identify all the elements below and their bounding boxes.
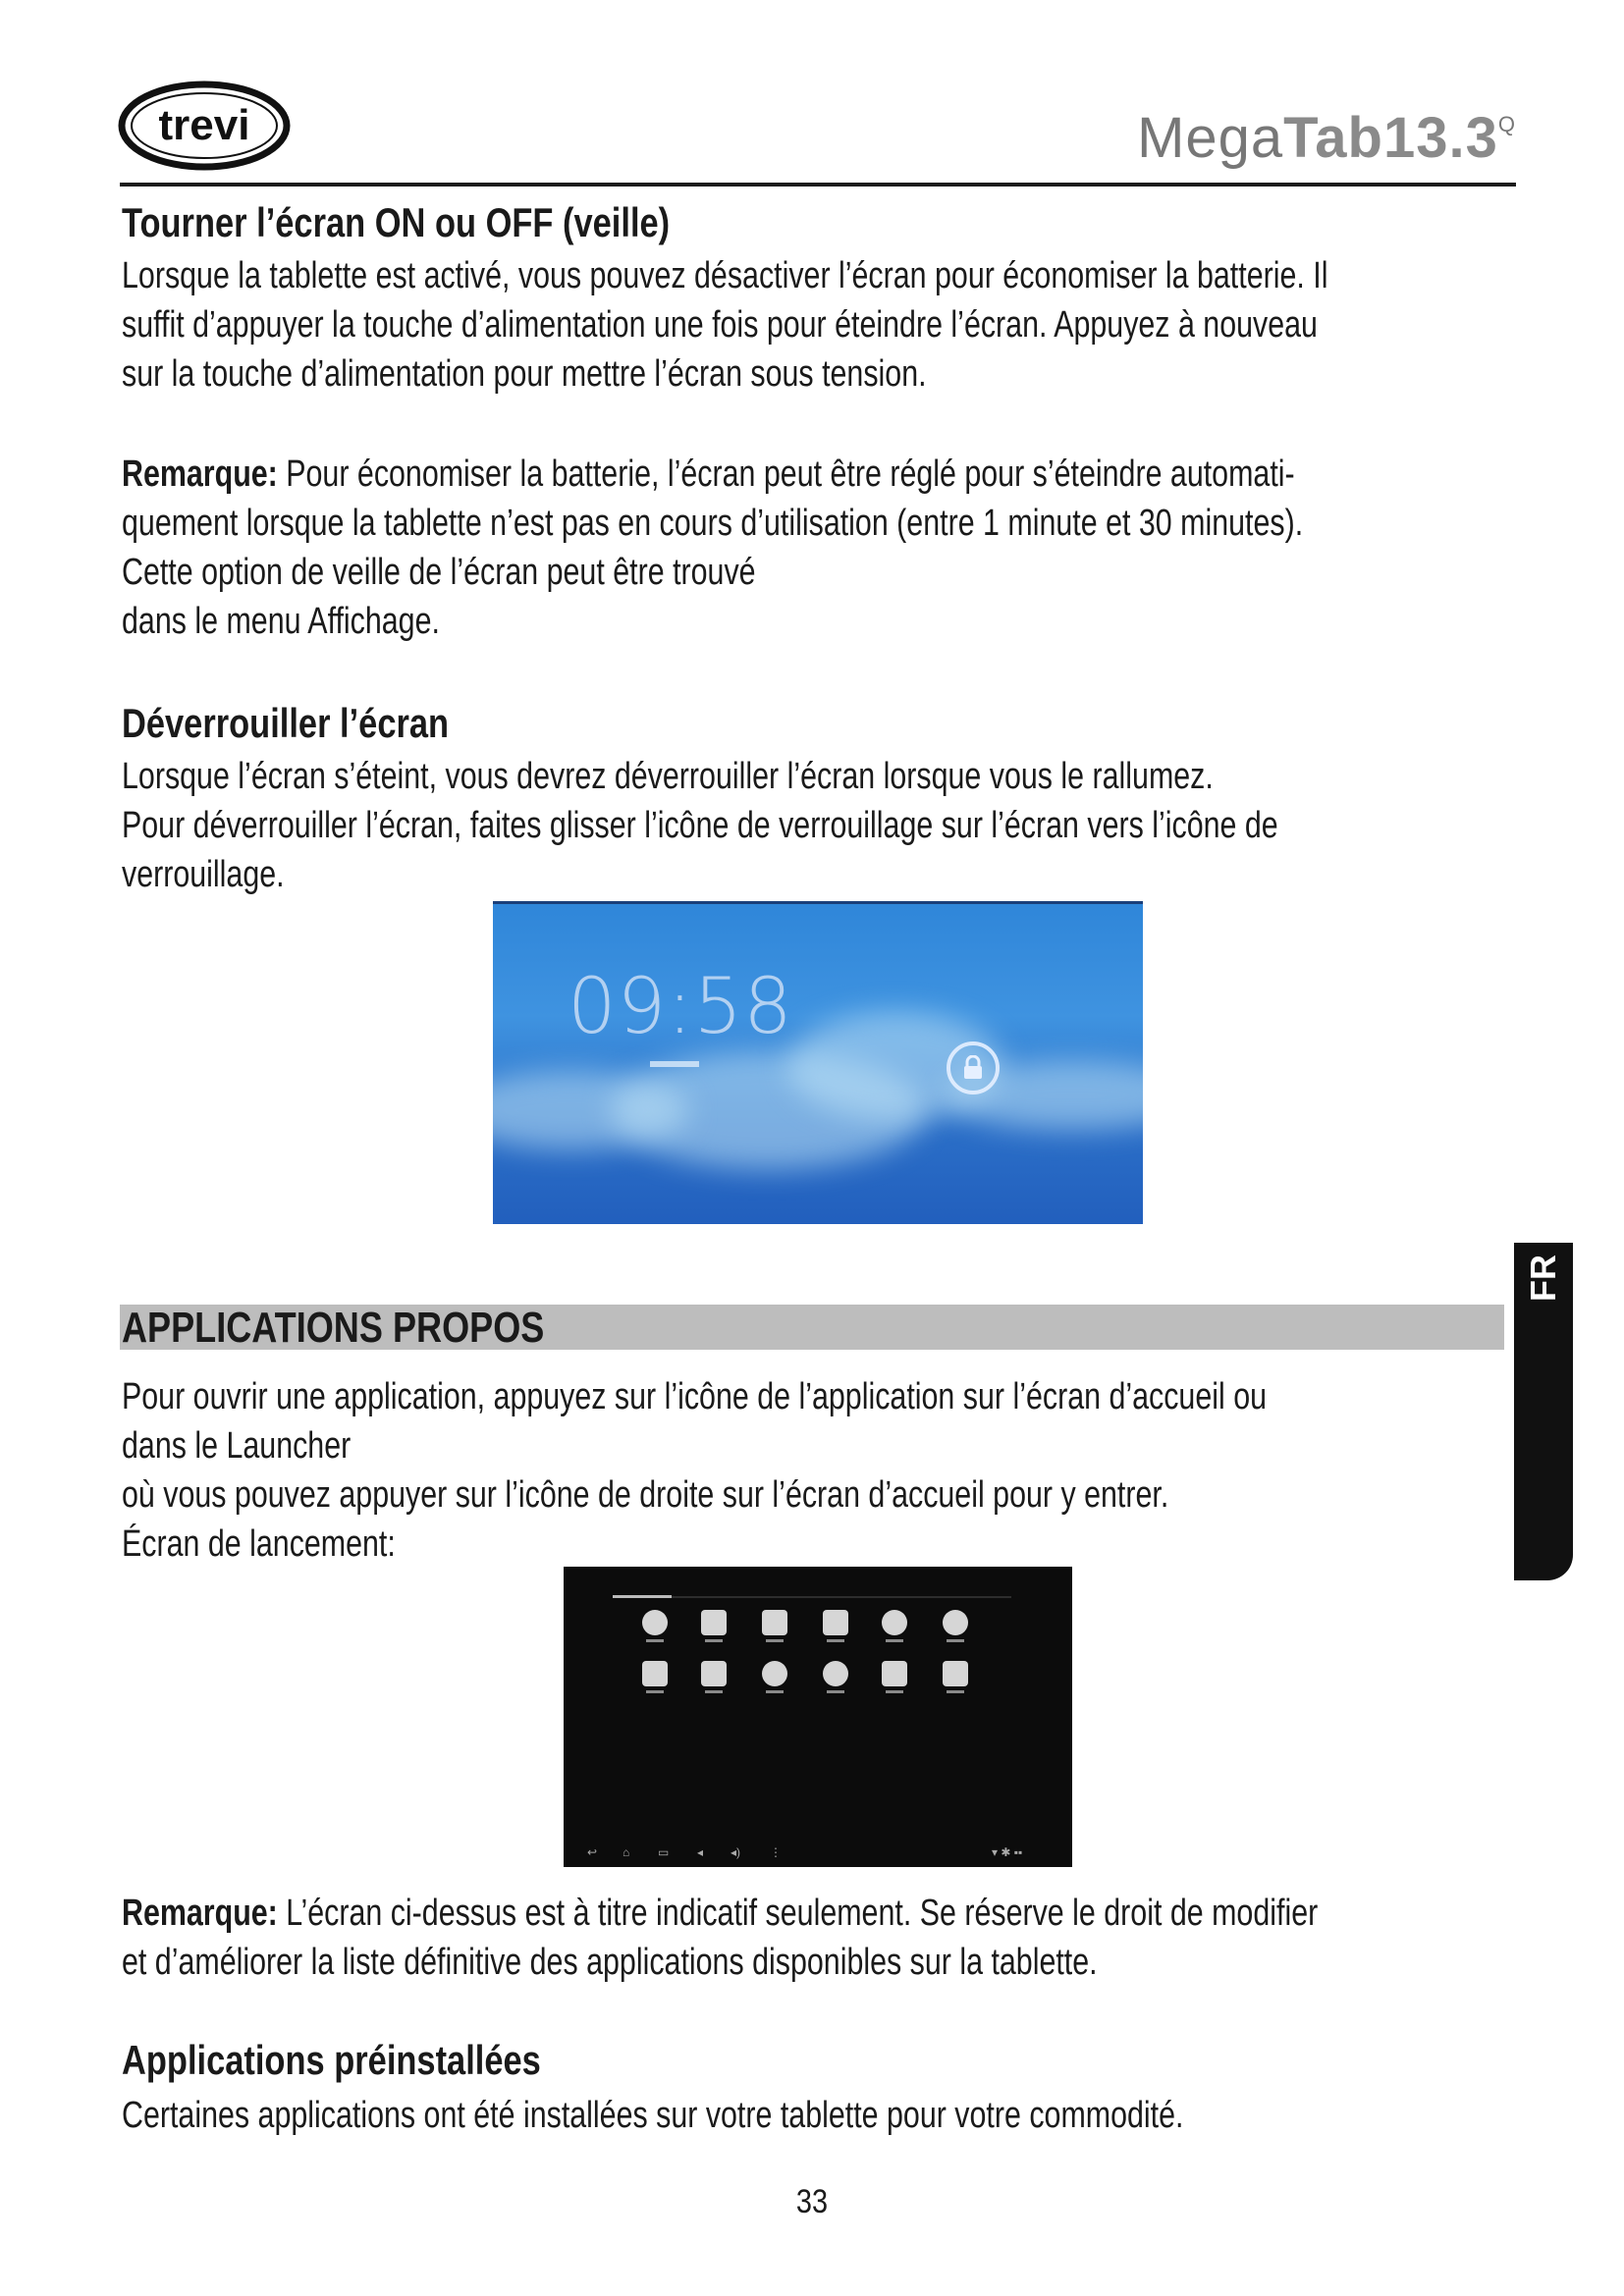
volume-down-icon: ◂ bbox=[697, 1845, 704, 1859]
section-title: APPLICATIONS PROPOS bbox=[122, 1304, 545, 1352]
product-brand bbox=[1137, 106, 1516, 170]
paragraph-line: dans le Launcher bbox=[122, 1425, 352, 1467]
paragraph-line: Écran de lancement: bbox=[122, 1523, 396, 1565]
section-screen-onoff bbox=[122, 198, 1555, 646]
logo-text: trevi bbox=[158, 101, 250, 149]
paragraph-line: verrouillage. bbox=[122, 854, 285, 895]
note-line: et d’améliorer la liste définitive des applications disponibles sur la tablette. bbox=[122, 1942, 1098, 1983]
section-preinstalled bbox=[122, 2036, 1555, 2140]
note-line: Cette option de veille de l’écran peut être trouvé bbox=[122, 552, 756, 593]
section-applications bbox=[122, 1304, 1555, 1569]
trevi-logo bbox=[118, 80, 291, 171]
brand-superscript: Q bbox=[1497, 112, 1516, 136]
lockscreen-clock: 09:58 bbox=[568, 963, 793, 1051]
section-title: Applications préinstallées bbox=[122, 2037, 541, 2083]
home-icon: ⌂ bbox=[623, 1845, 630, 1859]
lockscreen-date bbox=[650, 1061, 699, 1067]
note-label: Remarque: bbox=[122, 454, 278, 495]
section-unlock bbox=[122, 699, 1555, 899]
status-icons: ▾ ✱ ▪▪ bbox=[992, 1845, 1023, 1859]
launcher-navbar bbox=[564, 1840, 1072, 1867]
note-text: Pour économiser la batterie, l’écran peut être réglé pour s’éteindre automati- bbox=[277, 454, 1295, 495]
paragraph-line: Lorsque l’écran s’éteint, vous devrez déverrouiller l’écran lorsque vous le rallumez. bbox=[122, 756, 1214, 797]
paragraph-line: suffit d’appuyer la touche d’alimentation une fois pour éteindre l’écran. Appuyez à nouveau bbox=[122, 304, 1318, 346]
paragraph-line: où vous pouvez appuyer sur l’icône de droite sur l’écran d’accueil pour y entrer. bbox=[122, 1474, 1169, 1516]
section-title: Tourner l’écran ON ou OFF (veille) bbox=[122, 199, 671, 245]
note-text: L’écran ci-dessus est à titre indicatif seulement. Se réserve le droit de modifier bbox=[277, 1893, 1319, 1934]
back-icon: ↩ bbox=[587, 1845, 598, 1859]
page-number: 33 bbox=[795, 2183, 829, 2220]
header-divider bbox=[120, 183, 1516, 187]
language-label: FR bbox=[1523, 1255, 1563, 1302]
paragraph-line: sur la touche d’alimentation pour mettre l’écran sous tension. bbox=[122, 353, 927, 395]
launcher-screenshot bbox=[564, 1567, 1072, 1867]
lockscreen-screenshot bbox=[493, 901, 1143, 1224]
section-title: Déverrouiller l’écran bbox=[122, 700, 450, 746]
menu-icon: ⋮ bbox=[770, 1845, 782, 1859]
paragraph-line: Pour ouvrir une application, appuyez sur l’icône de l’application sur l’écran d’accueil ou bbox=[122, 1376, 1268, 1417]
note-line bbox=[122, 450, 1295, 499]
lock-icon[interactable] bbox=[947, 1041, 1000, 1095]
note-line: quement lorsque la tablette n’est pas en cours d’utilisation (entre 1 minute et 30 minutes). bbox=[122, 503, 1304, 544]
brand-part-mega: Mega bbox=[1137, 106, 1284, 170]
brand-part-tab: Tab13.3 bbox=[1283, 106, 1498, 170]
note-line bbox=[122, 1889, 1319, 1938]
note-label: Remarque: bbox=[122, 1893, 278, 1934]
paragraph-line: Lorsque la tablette est activé, vous pouvez désactiver l’écran pour économiser la batterie. Il bbox=[122, 255, 1328, 296]
paragraph-line: Pour déverrouiller l’écran, faites glisser l’icône de verrouillage sur l’écran vers l’icône de bbox=[122, 805, 1278, 846]
recents-icon: ▭ bbox=[658, 1845, 670, 1859]
note-line: dans le menu Affichage. bbox=[122, 601, 440, 642]
launcher-remark bbox=[122, 1889, 1555, 1987]
paragraph-line: Certaines applications ont été installées sur votre tablette pour votre commodité. bbox=[122, 2095, 1184, 2136]
volume-up-icon: ◂) bbox=[731, 1845, 741, 1859]
